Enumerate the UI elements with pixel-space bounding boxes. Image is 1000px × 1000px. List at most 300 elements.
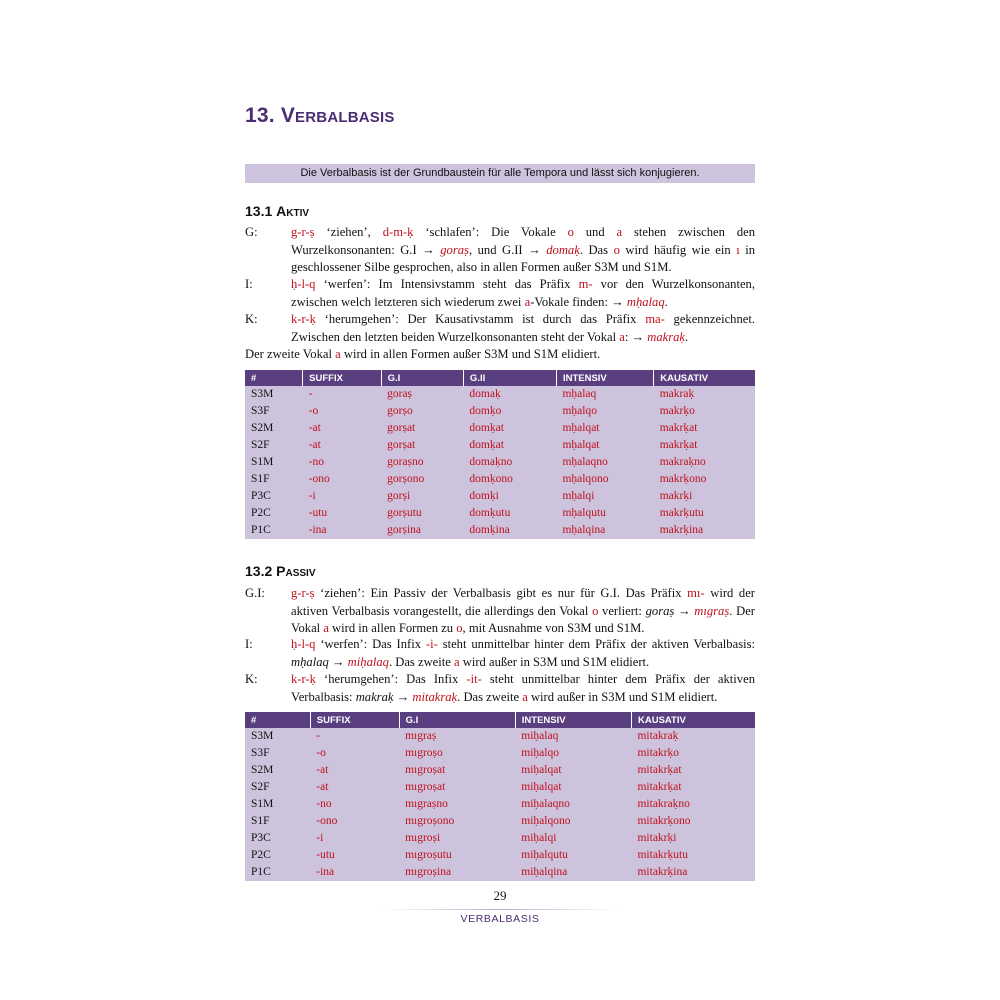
ending: at (406, 439, 416, 451)
highlight-form: goraṣ (440, 242, 469, 257)
form-cell (515, 745, 631, 762)
paragraph-label: I: (245, 637, 253, 651)
form-cell (399, 813, 515, 830)
table-header-row (245, 712, 755, 728)
form-cell (463, 505, 556, 522)
ending: at (406, 422, 416, 434)
highlight-form: mḥalaq (626, 294, 665, 309)
form-cell (463, 437, 556, 454)
column-header: # (245, 712, 310, 728)
running-title: VERBALBASIS (460, 913, 540, 925)
paragraph-text (291, 311, 755, 346)
highlight: a (616, 225, 623, 239)
form-cell (631, 728, 755, 745)
stem: mḥalq (562, 405, 592, 417)
form-cell (515, 728, 631, 745)
highlight: m- (578, 277, 593, 291)
column-header: G.I (381, 370, 463, 386)
form-cell (631, 762, 755, 779)
text-run: gekennzeichnet. Zwischen den letzten beiden Wurzelkonsonanten steht der Vokal (291, 312, 755, 344)
table-row (245, 796, 755, 813)
ending: o (591, 405, 597, 417)
ending: i (553, 832, 557, 844)
highlight: a (524, 294, 531, 309)
person-cell: S3F (251, 747, 270, 759)
table-row (245, 471, 755, 488)
form-cell (556, 386, 653, 403)
suffix-cell: -utu (308, 507, 328, 519)
form-cell (556, 505, 653, 522)
form-cell (654, 386, 755, 403)
ending: no (678, 798, 690, 810)
stem: mitakraḳ (637, 730, 679, 742)
stem: mḥalq (562, 507, 592, 519)
suffix-cell: -utu (316, 849, 335, 861)
ending: o (689, 405, 695, 417)
form-cell (515, 796, 631, 813)
ending: i (406, 490, 411, 502)
stem: mıgraṣ (405, 730, 437, 742)
stem: goraṣ (387, 456, 413, 468)
stem: makrḳ (659, 507, 690, 519)
person-cell: S1F (251, 473, 270, 485)
form-cell (654, 522, 755, 539)
person-cell: S1M (251, 456, 274, 468)
stem: miḥalq (521, 747, 554, 759)
ending: i (689, 490, 693, 502)
text-run: → (674, 603, 695, 618)
ending: ono (495, 473, 513, 485)
stem: makrḳ (659, 422, 690, 434)
stem: domaḳ (469, 456, 501, 468)
text-run: ‘werfen’: Im Intensivstamm steht das Präfix (315, 277, 579, 291)
ending: at (495, 439, 504, 451)
text-run: wird außer in S3M und S1M elidiert. (527, 689, 718, 704)
ending: utu (689, 507, 704, 519)
form-cell (556, 454, 653, 471)
person-cell: P3C (251, 832, 271, 844)
person-cell: S2F (251, 439, 270, 451)
ending: i (591, 490, 595, 502)
stem: makrḳ (659, 524, 690, 536)
highlight: k-r-ḳ (291, 312, 316, 326)
person-cell: S1F (251, 815, 270, 827)
stem: mḥalq (562, 422, 592, 434)
ending: ono (406, 473, 425, 485)
highlight: -it- (466, 672, 482, 686)
highlight: o (592, 603, 599, 618)
ending: at (437, 781, 446, 793)
stem: domḳ (469, 422, 496, 434)
highlight: d-m-ḳ (382, 225, 414, 239)
ending: o (437, 747, 443, 759)
column-header: INTENSIV (556, 370, 653, 386)
table-row (245, 505, 755, 522)
stem: miḥalq (521, 781, 554, 793)
highlight: ı (736, 242, 740, 257)
form-cell (381, 488, 463, 505)
text-run: stehen zwischen den Wurzelkonsonanten: G.I → (291, 225, 756, 257)
person-cell: S3M (251, 388, 274, 400)
stem: gorṣ (387, 405, 407, 417)
text-run: steht unmittelbar hinter dem Präfix der aktiven Verbalbasis: (291, 672, 755, 704)
form-cell (381, 420, 463, 437)
stem: domḳ (469, 439, 496, 451)
stem: miḥalq (521, 815, 554, 827)
ending: at (591, 422, 600, 434)
form-cell (654, 488, 755, 505)
text-run: → (393, 689, 413, 704)
ending: utu (553, 849, 568, 861)
paragraph-label: K: (245, 312, 258, 326)
form-cell (556, 437, 653, 454)
suffix-cell: -at (316, 781, 329, 793)
ending: at (553, 764, 562, 776)
text-run: . (664, 294, 668, 309)
person-cell: S2M (251, 764, 274, 776)
ending: utu (437, 849, 452, 861)
table-row (245, 762, 755, 779)
form-cell (515, 762, 631, 779)
text-run: Der zweite Vokal (245, 347, 336, 361)
highlight: -i- (425, 637, 438, 651)
suffix-cell: -ono (316, 815, 338, 827)
table-row (245, 403, 755, 420)
paragraph-text (291, 585, 755, 638)
paragraph-g-aktiv (245, 224, 755, 277)
paragraph-k-passiv (245, 671, 755, 706)
ending: ina (673, 866, 688, 878)
stem: makrḳ (659, 490, 690, 502)
text-run: ‘ziehen’, (314, 225, 383, 239)
text-run: ‘ziehen’: Ein Passiv der Verbalbasis gibt es nur für G.I. Das Präfix (314, 586, 688, 600)
ending: ono (553, 815, 571, 827)
stem: mitakrḳ (637, 747, 674, 759)
form-cell (463, 488, 556, 505)
text-run: . (685, 329, 689, 344)
table-row (245, 813, 755, 830)
table-row (245, 779, 755, 796)
form-cell (515, 779, 631, 796)
highlight: g-r-ṣ (291, 586, 315, 600)
section-title-aktiv (245, 203, 309, 219)
text-run: vor den Wurzelkonsonanten, zwischen welch letzteren sich wiederum zwei (291, 277, 755, 309)
intro-callout: Die Verbalbasis ist der Grundbaustein für alle Tempora und lässt sich konjugieren. (245, 164, 755, 183)
paragraph-text (291, 671, 755, 706)
table-row (245, 864, 755, 881)
text-run: , und G.II → (468, 242, 547, 257)
stem: mıgroṣ (405, 781, 438, 793)
text-run: steht unmittelbar hinter dem Präfix der aktiven Verbalbasis: (437, 637, 755, 651)
stem: mḥalq (562, 473, 592, 485)
text-run: ‘werfen’: Das Infix (315, 637, 426, 651)
stem: mitakraḳ (637, 798, 679, 810)
highlight: a (619, 329, 625, 344)
suffix-cell: -o (308, 405, 319, 417)
ending: o (495, 405, 502, 417)
person-cell: S3M (251, 730, 274, 742)
form-cell (515, 813, 631, 830)
text-run: wird häufig wie ein (619, 242, 737, 257)
text-run: , mit Ausnahme von S3M und S1M. (462, 621, 645, 635)
table-row (245, 488, 755, 505)
form-cell (515, 864, 631, 881)
column-header: G.II (463, 370, 556, 386)
ending: at (689, 422, 698, 434)
example-form: makraḳ (355, 689, 394, 704)
ending: ono (689, 473, 707, 485)
stem: mitakrḳ (637, 815, 674, 827)
text-run: wird außer in S3M und S1M elidiert. (459, 654, 650, 669)
text-run: ‘herumgehen’: Der Kausativstamm ist durch das Präfix (315, 312, 646, 326)
stem: mıgroṣ (405, 764, 438, 776)
stem: mḥalq (562, 524, 592, 536)
highlight: o (567, 225, 574, 239)
form-cell (381, 437, 463, 454)
ending: no (412, 456, 424, 468)
ending: i (495, 490, 499, 502)
highlight-form: makraḳ (647, 329, 686, 344)
stem: mıgraṣ (405, 798, 437, 810)
suffix-cell: -i (316, 832, 324, 844)
table-row (245, 437, 755, 454)
stem: domḳ (469, 490, 496, 502)
form-cell (399, 779, 515, 796)
column-header: # (245, 370, 303, 386)
column-header: G.I (399, 712, 515, 728)
ending: at (553, 781, 562, 793)
highlight: a (454, 654, 460, 669)
ending: no (500, 456, 513, 468)
ending: no (558, 798, 570, 810)
highlight-form: mitakraḳ (412, 689, 458, 704)
paragraph-label: I: (245, 277, 253, 291)
stem: makrḳ (659, 473, 690, 485)
stem: makrḳ (659, 405, 690, 417)
ending: o (406, 405, 413, 417)
stem: makraḳ (659, 388, 695, 400)
form-cell (381, 522, 463, 539)
ending: ina (591, 524, 606, 536)
person-cell: P2C (251, 507, 271, 519)
stem: mitakrḳ (637, 849, 674, 861)
highlight: ḥ-l-q (291, 637, 316, 651)
form-cell (463, 471, 556, 488)
page-number: 29 (493, 888, 507, 903)
highlight: ḥ-l-q (291, 277, 316, 291)
ending: ina (406, 524, 421, 536)
form-cell (463, 386, 556, 403)
form-cell (381, 454, 463, 471)
ending: ono (591, 473, 609, 485)
form-cell (654, 437, 755, 454)
ending: at (591, 439, 600, 451)
ending: at (437, 764, 446, 776)
stem: miḥalaq (521, 730, 559, 742)
highlight: a (522, 689, 528, 704)
highlight: k-r-ḳ (291, 672, 316, 686)
suffix-cell: -i (308, 490, 316, 502)
stem: makrḳ (659, 439, 690, 451)
stem: domḳ (469, 507, 496, 519)
chapter-number: 13. (245, 104, 275, 127)
form-cell (654, 505, 755, 522)
highlight-form: domaḳ (546, 242, 580, 257)
form-cell (631, 745, 755, 762)
stem: mitakrḳ (637, 866, 674, 878)
suffix-cell: -no (308, 456, 324, 468)
form-cell (556, 471, 653, 488)
form-cell (654, 471, 755, 488)
paragraph-label: G.I: (245, 586, 265, 600)
section-name: Aktiv (276, 203, 310, 219)
form-cell (556, 488, 653, 505)
stem: domḳ (469, 473, 496, 485)
ending: no (694, 456, 706, 468)
table-row (245, 454, 755, 471)
stem: miḥalq (521, 849, 554, 861)
text-run: -Vokale finden: → (530, 294, 627, 309)
section-title-passiv (245, 563, 316, 579)
ending: ono (437, 815, 455, 827)
table-row (245, 728, 755, 745)
text-run: . Das zweite (457, 689, 523, 704)
stem: miḥalq (521, 832, 554, 844)
text-run: → (328, 654, 348, 669)
stem: gorṣ (387, 473, 407, 485)
highlight: o (613, 242, 620, 257)
ending: utu (495, 507, 511, 519)
highlight: mı- (687, 586, 705, 600)
form-cell (631, 864, 755, 881)
stem: mḥalaq (562, 456, 597, 468)
form-cell (381, 386, 463, 403)
stem: mıgroṣ (405, 849, 438, 861)
active-conjugation-table (245, 370, 755, 539)
form-cell (399, 830, 515, 847)
suffix-cell: -o (316, 747, 326, 759)
paragraph-text (291, 276, 755, 311)
stem: domḳ (469, 405, 496, 417)
column-header: SUFFIX (310, 712, 399, 728)
suffix-cell: -at (308, 422, 321, 434)
person-cell: S2F (251, 781, 270, 793)
paragraph-label: G: (245, 225, 258, 239)
text-run: : → (624, 329, 648, 344)
text-run: . Der Vokal (291, 603, 755, 635)
ending: ina (495, 524, 510, 536)
table-row (245, 830, 755, 847)
form-cell (381, 505, 463, 522)
suffix-cell: - (316, 730, 321, 742)
stem: mıgroṣ (405, 747, 438, 759)
highlight: ma- (645, 312, 665, 326)
paragraph-i-passiv (245, 636, 755, 671)
person-cell: P2C (251, 849, 271, 861)
suffix-cell: -at (308, 439, 321, 451)
form-cell (631, 796, 755, 813)
stem: mḥalq (562, 490, 592, 502)
stem: gorṣ (387, 422, 407, 434)
ending: o (553, 747, 559, 759)
table-row (245, 522, 755, 539)
stem: miḥalaq (521, 798, 559, 810)
chapter-name: Verbalbasis (280, 104, 395, 127)
stem: makraḳ (659, 456, 695, 468)
elision-note (245, 346, 755, 364)
form-cell (631, 779, 755, 796)
column-header: KAUSATIV (654, 370, 755, 386)
person-cell: P3C (251, 490, 271, 502)
stem: mitakrḳ (637, 764, 674, 776)
suffix-cell: - (308, 388, 313, 400)
form-cell (654, 454, 755, 471)
form-cell (399, 745, 515, 762)
text-run: ‘schlafen’: Die Vokale (413, 225, 568, 239)
paragraph-k-aktiv (245, 311, 755, 346)
form-cell (654, 420, 755, 437)
section-number: 13.1 (245, 203, 273, 219)
section-name: Passiv (276, 563, 316, 579)
table-row (245, 847, 755, 864)
ending: utu (673, 849, 688, 861)
form-cell (463, 454, 556, 471)
suffix-cell: -ina (308, 524, 327, 536)
form-cell (463, 403, 556, 420)
text-run: ‘herumgehen’: Das Infix (315, 672, 467, 686)
column-header: SUFFIX (303, 370, 381, 386)
text-run: und (573, 225, 617, 239)
paragraph-text (291, 636, 755, 671)
stem: mitakrḳ (637, 781, 674, 793)
ending: utu (406, 507, 422, 519)
section-number: 13.2 (245, 563, 273, 579)
paragraph-i-aktiv (245, 276, 755, 311)
suffix-cell: -ono (308, 473, 330, 485)
stem: mıgroṣ (405, 832, 438, 844)
ending: ina (689, 524, 704, 536)
text-run: in geschlossener Silbe gesprochen, also in allen Formen außer S3M und S1M. (291, 242, 756, 274)
ending: at (673, 781, 682, 793)
footer-divider (380, 909, 620, 910)
form-cell (399, 728, 515, 745)
column-header: INTENSIV (515, 712, 631, 728)
paragraph-text (291, 224, 755, 277)
text-run: verliert: (598, 603, 646, 618)
stem: domḳ (469, 524, 496, 536)
form-cell (381, 403, 463, 420)
example-form: goraṣ (645, 603, 675, 618)
text-run: wird der aktiven Verbalbasis vorangestellt, die allerdings den Vokal (291, 586, 755, 618)
stem: gorṣ (387, 507, 407, 519)
ending: at (689, 439, 698, 451)
example-form: mḥalaq (291, 654, 329, 669)
form-cell (556, 522, 653, 539)
form-cell (654, 403, 755, 420)
stem: gorṣ (387, 439, 407, 451)
stem: mıgroṣ (405, 866, 438, 878)
table-header-row (245, 370, 755, 386)
form-cell (381, 471, 463, 488)
stem: gorṣ (387, 490, 407, 502)
stem: goraṣ (387, 388, 413, 400)
table-row (245, 745, 755, 762)
person-cell: P1C (251, 524, 271, 536)
form-cell (631, 830, 755, 847)
ending: i (673, 832, 677, 844)
ending: o (673, 747, 680, 759)
person-cell: S3F (251, 405, 270, 417)
